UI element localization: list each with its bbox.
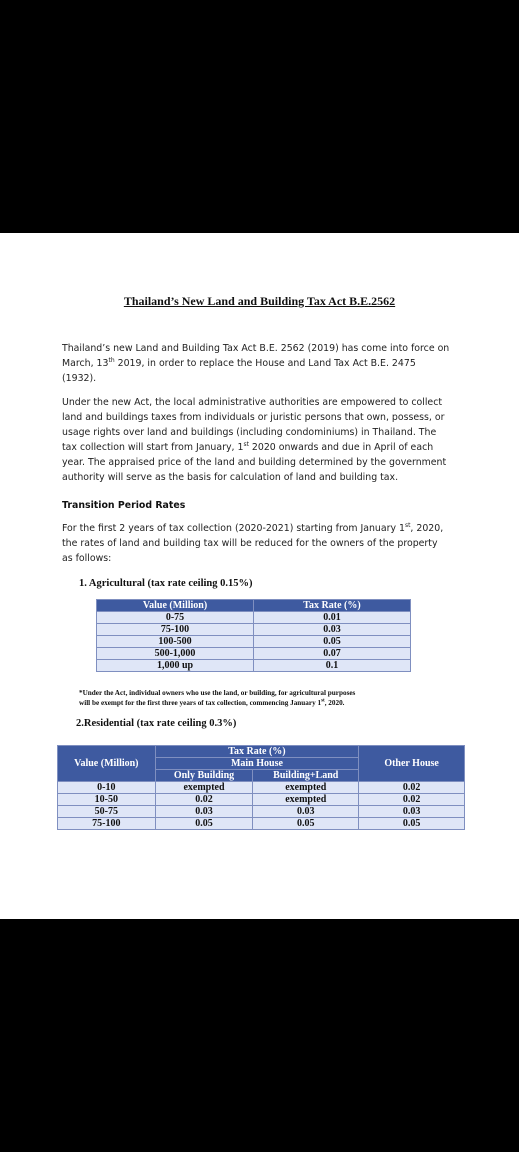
resi-cell-only: exempted (155, 782, 253, 794)
resi-cell-other: 0.05 (359, 818, 465, 830)
resi-cell-only: 0.03 (155, 806, 253, 818)
resi-cell-both: 0.05 (253, 818, 359, 830)
residential-table: Value (Million) Tax Rate (%) Other House Main House Only Building Building+Land 0-10 exempted exempted 0.02 10-50 0.02 exempted 0.02 50-75 0.03 0.03 0.03 75-100 0.05 0.05 0.05 (57, 745, 465, 830)
agri-cell-value: 0-75 (97, 612, 254, 624)
agri-cell-value: 1,000 up (97, 660, 254, 672)
transition-heading: Transition Period Rates (62, 500, 186, 511)
agri-cell-rate: 0.07 (254, 648, 411, 660)
agri-cell-rate: 0.03 (254, 624, 411, 636)
agri-cell-rate: 0.1 (254, 660, 411, 672)
intro-paragraph: Thailand’s new Land and Building Tax Act B.E. 2562 (2019) has come into force on March, 13th 2019, in order to replace the House and Land Tax Act B.E. 2475 (1932). (62, 343, 450, 384)
resi-cell-other: 0.02 (359, 794, 465, 806)
page-title: Thailand’s New Land and Building Tax Act B.E.2562 (123, 294, 396, 308)
agri-cell-value: 100-500 (97, 636, 254, 648)
agricultural-row (97, 648, 411, 660)
agricultural-table (96, 599, 411, 672)
agricultural-row (97, 636, 411, 648)
agricultural-row (97, 624, 411, 636)
agricultural-note: *Under the Act, individual owners who use the land, or building, for agricultural purposes will be exempt for the first three years of tax collection, commencing January 1st, 2020. (79, 689, 356, 707)
agri-cell-value: 75-100 (97, 624, 254, 636)
agri-cell-rate: 0.05 (254, 636, 411, 648)
agricultural-header-row: Value (Million) Tax Rate (%) (97, 600, 411, 612)
resi-cell-other: 0.02 (359, 782, 465, 794)
resi-cell-both: 0.03 (253, 806, 359, 818)
resi-cell-other: 0.03 (359, 806, 465, 818)
resi-cell-only: 0.05 (155, 818, 253, 830)
resi-cell-value: 10-50 (58, 794, 156, 806)
resi-cell-both: exempted (253, 782, 359, 794)
agricultural-heading: 1. Agricultural (tax rate ceiling 0.15%) (79, 578, 253, 589)
resi-cell-value: 50-75 (58, 806, 156, 818)
resi-cell-value: 75-100 (58, 818, 156, 830)
residential-row (58, 818, 465, 830)
agricultural-row (97, 660, 411, 672)
agricultural-row (97, 612, 411, 624)
transition-paragraph: For the first 2 years of tax collection (2020-2021) starting from January 1st, 2020, the rates of land and building tax will be reduced for the owners of the property as follows: (62, 521, 444, 564)
resi-cell-both: exempted (253, 794, 359, 806)
residential-row (58, 806, 465, 818)
residential-row (58, 794, 465, 806)
agri-cell-rate: 0.01 (254, 612, 411, 624)
resi-cell-value: 0-10 (58, 782, 156, 794)
residential-heading: 2.Residential (tax rate ceiling 0.3%) (76, 718, 237, 729)
agri-cell-value: 500-1,000 (97, 648, 254, 660)
authority-paragraph: Under the new Act, the local administrative authorities are empowered to collect land and buildings taxes from individuals or juristic persons that own, possess, or usage rights over land and buildings (including condominiums) in Thailand. The tax collection will start from January, 1st 2020 onwards and due in April of each year. The appraised price of the land and building determined by the government authority will serve as the basis for calculation of land and building tax. (62, 397, 447, 483)
document-page (0, 233, 519, 919)
resi-cell-only: 0.02 (155, 794, 253, 806)
residential-row (58, 782, 465, 794)
